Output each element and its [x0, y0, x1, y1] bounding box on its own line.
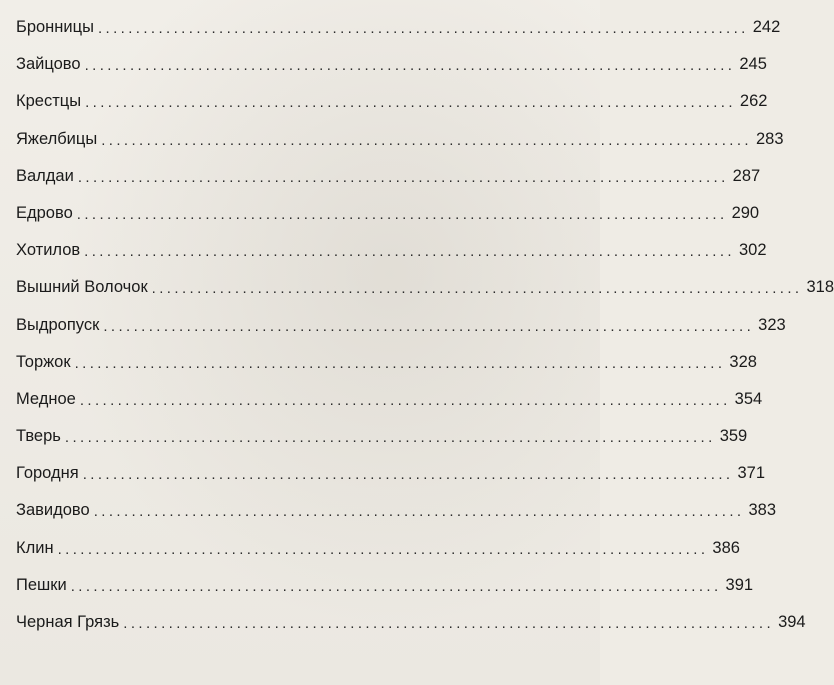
- toc-entry-title: Городня: [16, 464, 79, 483]
- toc-entry-title: Яжелбицы: [16, 129, 98, 148]
- toc-entry: [16, 314, 786, 351]
- toc-entry-page: 328: [729, 352, 757, 371]
- toc-leader-dots: ......................................................................................: [77, 168, 729, 186]
- toc-entry-page: 302: [738, 241, 767, 260]
- toc-entry-title: Бронницы: [16, 18, 94, 36]
- toc-entry: [16, 462, 766, 499]
- toc-entry-page: 371: [737, 464, 766, 483]
- toc-entry-page: 323: [758, 315, 786, 334]
- toc-entry-page: 283: [756, 129, 784, 148]
- toc-entry-page: 386: [712, 538, 740, 557]
- toc-entry-page: 290: [731, 203, 760, 222]
- toc-leader-dots: ......................................................................................: [79, 391, 731, 409]
- toc-entry: [16, 351, 757, 388]
- toc-entry: [16, 239, 767, 276]
- toc-entry: [16, 425, 748, 462]
- toc-entry: [16, 611, 806, 648]
- toc-entry-title: Выдропуск: [16, 315, 100, 334]
- toc-entry-page: 262: [739, 92, 768, 111]
- toc-entry-page: 383: [748, 501, 777, 520]
- toc-entry-title: Валдаи: [16, 166, 74, 185]
- toc-entry: [16, 90, 768, 127]
- toc-entry-page: 287: [732, 166, 761, 185]
- toc-entry-title: Клин: [16, 538, 54, 557]
- toc-leader-dots: ......................................................................................: [151, 280, 803, 298]
- toc-entry-page: 354: [734, 389, 763, 408]
- toc-entry-title: Едрово: [16, 203, 73, 222]
- table-of-contents: [16, 16, 834, 648]
- toc-entry-title: Завидово: [16, 501, 90, 520]
- toc-entry-page: 391: [725, 575, 754, 594]
- toc-leader-dots: ......................................................................................: [101, 131, 752, 149]
- toc-leader-dots: ......................................................................................: [70, 577, 722, 595]
- toc-leader-dots: ......................................................................................: [76, 205, 728, 223]
- toc-entry-title: Черная Грязь: [16, 613, 120, 631]
- toc-entry: [16, 537, 740, 574]
- toc-leader-dots: ......................................................................................: [85, 94, 736, 112]
- toc-leader-dots: ......................................................................................: [57, 540, 709, 558]
- toc-entry-page: 242: [752, 18, 781, 36]
- toc-entry: [16, 574, 754, 611]
- toc-entry: [16, 128, 784, 165]
- toc-leader-dots: ......................................................................................: [84, 57, 736, 75]
- toc-entry-page: 394: [778, 613, 806, 631]
- toc-entry: [16, 276, 834, 313]
- toc-entry-title: Пешки: [16, 575, 67, 594]
- toc-entry-title: Хотилов: [16, 241, 81, 260]
- toc-entry: [16, 202, 760, 239]
- toc-entry-page: 245: [739, 55, 767, 74]
- toc-entry: [16, 499, 777, 536]
- toc-leader-dots: ......................................................................................: [84, 243, 735, 261]
- toc-entry-title: Тверь: [16, 427, 61, 446]
- toc-entry-title: Крестцы: [16, 92, 82, 111]
- toc-entry-page: 359: [719, 427, 748, 446]
- toc-entry-page: 318: [806, 278, 834, 297]
- toc-entry: [16, 165, 761, 202]
- toc-entry: [16, 388, 763, 425]
- toc-leader-dots: ......................................................................................: [123, 615, 775, 632]
- toc-leader-dots: ......................................................................................: [64, 429, 716, 447]
- toc-entry: [16, 53, 767, 90]
- toc-leader-dots: ......................................................................................: [82, 466, 734, 484]
- toc-entry-title: Торжок: [16, 352, 71, 371]
- toc-entry-title: Медное: [16, 389, 76, 408]
- toc-leader-dots: ......................................................................................: [93, 503, 745, 521]
- toc-leader-dots: ......................................................................................: [97, 20, 749, 37]
- toc-entry-title: Вышний Волочок: [16, 278, 148, 297]
- toc-entry: [16, 16, 781, 53]
- toc-entry-title: Зайцово: [16, 55, 81, 74]
- toc-leader-dots: ......................................................................................: [103, 317, 755, 335]
- toc-leader-dots: ......................................................................................: [74, 354, 726, 372]
